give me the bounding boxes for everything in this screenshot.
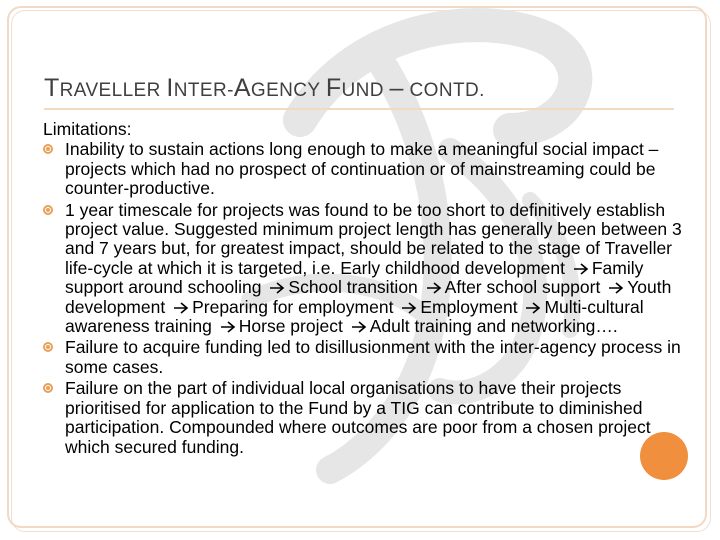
bullet-text: 1 year timescale for projects was found to be too short to definitively establish project value. Suggested minimum project length has generally been between 3 and 7 years but, for greatest impact, should be related to the stage of Traveller life-cycle at which it is targeted, i.e. Early childhood development [65, 199, 682, 278]
ring-bullet-icon [43, 144, 53, 154]
bullet-text: Employment [420, 296, 518, 317]
right-arrow-icon [525, 302, 541, 314]
bullet-text: Inability to sustain actions long enough to make a meaningful social impact – projects which had no prospect of continuation or of mainstreaming could be counter-productive. [65, 139, 659, 199]
ring-bullet-icon [43, 342, 53, 352]
right-arrow-icon [173, 302, 189, 314]
list-item [43, 201, 683, 337]
list-item [43, 338, 683, 377]
bullet-text: Failure on the part of individual local organisations to have their projects prioritised for application to the Fund by a TIG can contribute to diminished participation. Compounded where outcomes are poor from a chosen project which secured funding. [65, 378, 651, 457]
right-arrow-icon [401, 302, 417, 314]
title-part: TRAVELLER [44, 74, 167, 102]
slide-body [43, 120, 683, 459]
bullet-text: Preparing for employment [192, 296, 394, 317]
right-arrow-icon [220, 321, 236, 333]
bullet-text: Failure to acquire funding led to disillusionment with the inter-agency process in some cases. [65, 337, 681, 377]
bullet-text: School transition [288, 277, 418, 298]
page-title [44, 73, 485, 106]
bullet-text: Horse project [238, 316, 343, 337]
orange-circle-decoration [640, 432, 688, 480]
right-arrow-icon [608, 282, 624, 294]
right-arrow-icon [426, 282, 442, 294]
ring-bullet-icon [43, 205, 53, 215]
title-part: – CONTD. [389, 74, 485, 102]
ring-bullet-icon [43, 383, 53, 393]
list-item [43, 379, 683, 457]
limitations-list [43, 140, 683, 457]
title-rule [44, 108, 674, 110]
title-part: INTER- [166, 74, 234, 102]
bullet-text: After school support [444, 277, 601, 298]
list-item [43, 140, 683, 198]
title-part: AGENCY [233, 74, 326, 102]
limitations-heading: Limitations: [43, 119, 132, 139]
right-arrow-icon [573, 263, 589, 275]
bullet-text: Multi-cultural awareness training [65, 296, 644, 337]
title-part: FUND [325, 74, 390, 102]
bullet-text: Adult training and networking…. [369, 316, 618, 337]
bullet-text: Youth development [65, 277, 672, 317]
right-arrow-icon [351, 321, 367, 333]
bullet-text: Family support around schooling [65, 257, 644, 298]
right-arrow-icon [269, 282, 285, 294]
